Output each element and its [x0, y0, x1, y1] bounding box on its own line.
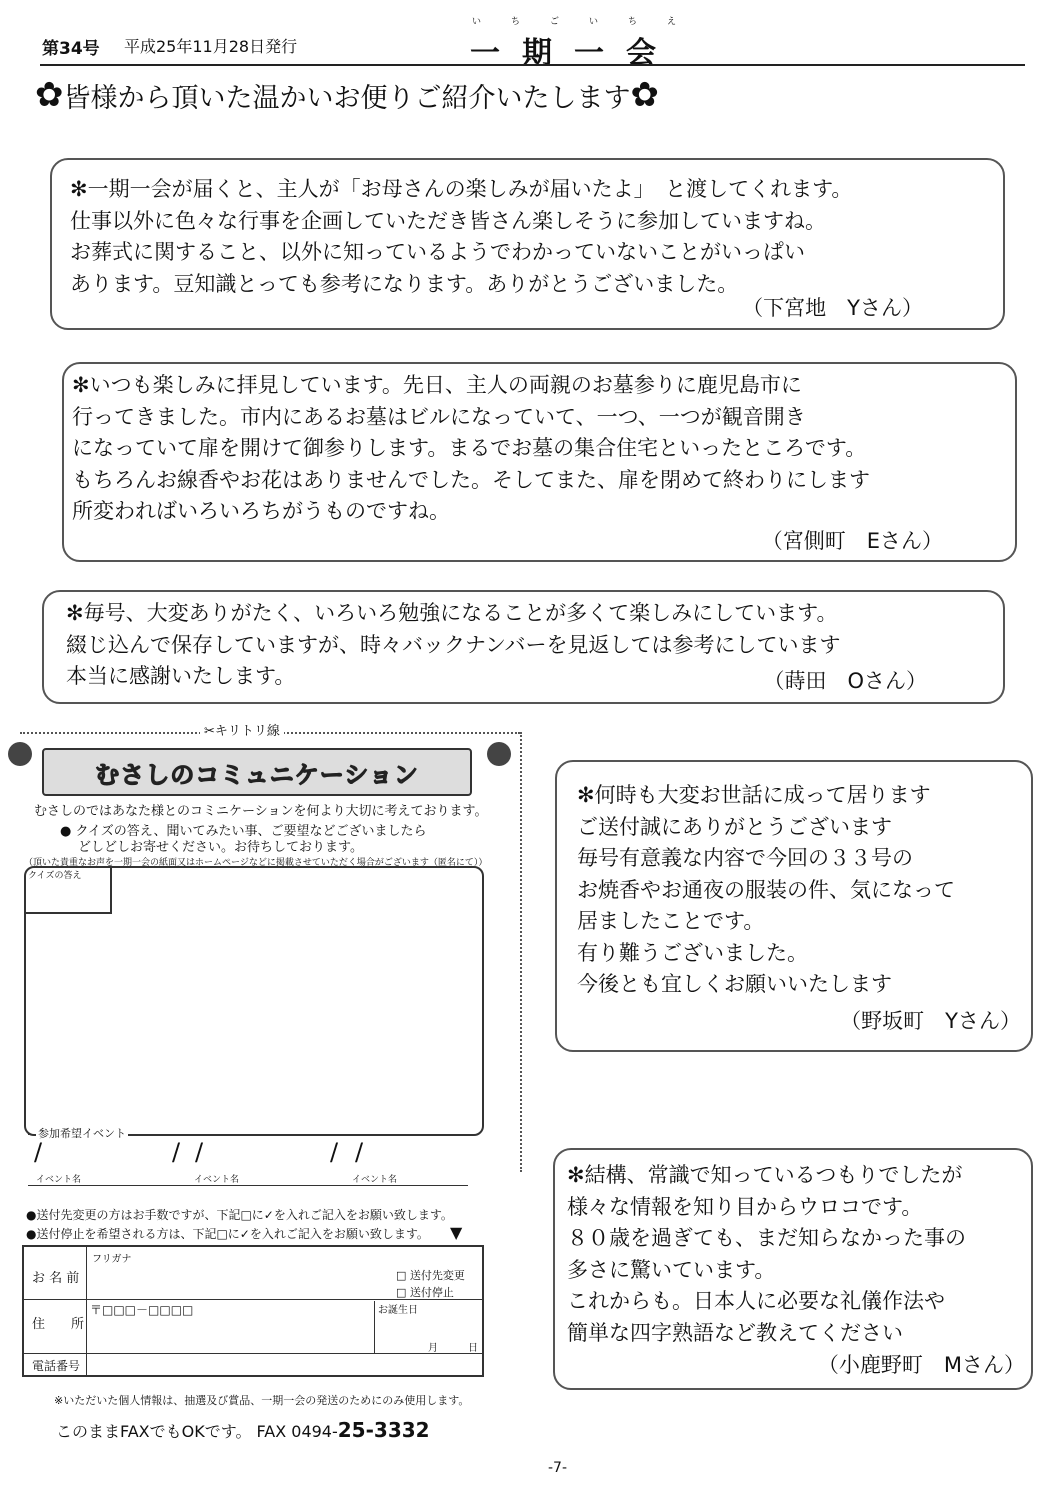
letter-line: もちろんお線香やお花はありませんでした。そしてまた、扉を閉めて終わりにします [72, 467, 870, 492]
letter-line: 毎号有意義な内容で今回の３３号の [577, 846, 913, 870]
letter-line: 行ってきました。市内にあるお墓はビルになっていて、一つ、一つが観音開き [72, 404, 806, 429]
letter-line: 有り難うございました。 [577, 940, 808, 965]
letter-signature: （下宮地 Yさん） [742, 296, 923, 320]
letter-line: ✻いつも楽しみに拝見しています。先日、主人の両親のお墓参りに鹿児島市に [72, 373, 802, 397]
letter-line: 多さに驚いています。 [567, 1257, 776, 1282]
letter-line: ✻結構、常識で知っているつもりでしたが [567, 1163, 963, 1187]
furigana-label: フリガナ [92, 1254, 132, 1265]
pin-icon [8, 742, 32, 766]
event-name-field-2[interactable]: イベント名 [194, 1175, 240, 1185]
postal-code-field[interactable]: 〒□□□－□□□□ [90, 1303, 194, 1317]
event-name-field-1[interactable]: イベント名 [36, 1175, 82, 1185]
letter-box [555, 760, 1033, 1052]
letter-line: あります。豆知識とっても参考になります。ありがとうございました。 [70, 271, 739, 296]
form-intro: むさしのではあなた様とのコミニケーションを何より大切に考えております。 [34, 804, 488, 819]
fax-number: 25-3332 [337, 1418, 430, 1442]
letter-box [50, 158, 1005, 330]
letter-line: これからも。日本人に必要な礼儀作法や [567, 1289, 945, 1313]
letter-box [62, 362, 1017, 562]
cut-line-label: ✂キリトリ線 [200, 720, 284, 739]
letter-signature: （小鹿野町 Mさん） [817, 1353, 1025, 1377]
letter-signature: （蒔田 Oさん） [763, 669, 927, 693]
month-label: 月 [428, 1343, 438, 1354]
event-slash: / [172, 1138, 181, 1166]
letter-line: お葬式に関すること、以外に知っているようでわかっていないことがいっぱい [70, 240, 805, 264]
event-label: 参加希望イベント [38, 1127, 126, 1140]
form-intro: ● クイズの答え、聞いてみたい事、ご要望などございましたら [60, 824, 427, 839]
event-slash: / [330, 1138, 339, 1166]
letter-line: 綴じ込んで保存していますが、時々バックナンバーを見返しては参考にしています [66, 632, 841, 657]
form-intro: どしどしお寄せください。お待ちしております。 [78, 840, 363, 855]
letter-line: 簡単な四字熟語など教えてください [567, 1320, 903, 1345]
event-slash: / [34, 1138, 43, 1166]
flower-icon: ✿ [35, 75, 64, 115]
table-row [24, 1299, 482, 1300]
event-slash: / [195, 1138, 204, 1166]
pin-icon [487, 742, 511, 766]
issue-date: 平成25年11月28日発行 [124, 37, 298, 56]
letter-line: 今後とも宜しくお願いいたします [577, 972, 892, 996]
quiz-answer-field[interactable] [24, 866, 112, 914]
letter-line: 仕事以外に色々な行事を企画していただき皆さん楽しそうに参加していますね。 [70, 208, 826, 233]
letter-line: お焼香やお通夜の服装の件、気になって [577, 877, 955, 902]
letter-box [42, 590, 1005, 704]
letter-line: ✻何時も大変お世話に成って居ります [577, 783, 931, 807]
letter-line: 所変わればいろいろちがうものですね。 [72, 499, 450, 523]
letter-line: 様々な情報を知り目からウロコです。 [567, 1194, 923, 1219]
send-stop-checkbox[interactable]: □ 送付停止 [396, 1286, 454, 1299]
form-title: むさしのコミュニケーション [42, 748, 472, 796]
letter-signature: （宮側町 Eさん） [761, 529, 943, 553]
table-row [24, 1353, 482, 1354]
flower-icon: ✿ [630, 75, 659, 115]
privacy-note: ※いただいた個人情報は、抽選及び賞品、一期一会の発送のためにのみ使用します。 [54, 1394, 470, 1407]
section-heading [35, 74, 659, 116]
name-label: お 名 前 [32, 1271, 80, 1286]
fax-line [56, 1418, 430, 1442]
letter-line: 本当に感謝いたします。 [66, 664, 296, 688]
day-label: 日 [468, 1343, 478, 1354]
letter-signature: （野坂町 Yさん） [840, 1009, 1021, 1033]
birthday-label: お誕生日 [378, 1305, 418, 1316]
table-divider [374, 1301, 375, 1353]
arrow-down-icon: ▼ [450, 1223, 463, 1242]
event-name-field-3[interactable]: イベント名 [352, 1175, 398, 1185]
cut-line-side [520, 732, 522, 1172]
phone-label: 電話番号 [32, 1359, 81, 1373]
title-ruby: いちごいちえ [472, 17, 707, 27]
section-heading-text: 皆様から頂いた温かいお便りご紹介いたします [63, 82, 631, 114]
send-change-checkbox[interactable]: □ 送付先変更 [396, 1269, 465, 1282]
letter-line: ✻毎号、大変ありがたく、いろいろ勉強になることが多くて楽しみにしています。 [66, 601, 838, 625]
form-note: （頂いた貴重なお声を一期一会の紙面又はホームページなどに掲載させていただく場合がございます（匿名にて）） [24, 858, 488, 868]
registration-table [22, 1245, 484, 1377]
letter-line: 居ましたことです。 [577, 909, 765, 933]
fax-prefix: このままFAXでもOKです。 FAX 0494- [56, 1422, 338, 1441]
letter-line: ８０歳を過ぎても、まだ知らなかった事の [567, 1226, 966, 1250]
stop-delivery-note: ●送付停止を希望される方は、下記□に✓を入れご記入をお願い致します。 [26, 1227, 429, 1241]
event-slash: / [355, 1138, 364, 1166]
address-label: 住 所 [32, 1317, 85, 1332]
page-number: -7- [548, 1460, 568, 1476]
newsletter-title: 一期一会 [470, 36, 678, 71]
quiz-answer-label: クイズの答え [28, 871, 82, 881]
letter-line: になっていて扉を開けて御参りします。まるでお墓の集合住宅といったところです。 [72, 436, 867, 460]
letter-box [553, 1148, 1033, 1390]
address-change-note: ●送付先変更の方はお手数ですが、下記□に✓を入れご記入をお願い致します。 [26, 1208, 453, 1222]
letter-line: ご送付誠にありがとうございます [577, 814, 892, 839]
event-underline [28, 1185, 468, 1186]
issue-number: 第34号 [42, 39, 100, 59]
header-rule [40, 64, 1025, 66]
table-divider [86, 1247, 87, 1377]
letter-line: ✻一期一会が届くと、主人が「お母さんの楽しみが届いたよ」 と渡してくれます。 [70, 177, 853, 201]
